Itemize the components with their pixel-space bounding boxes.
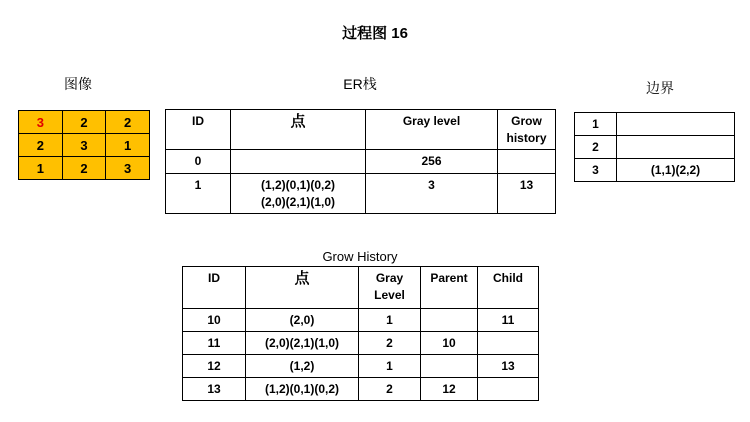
er-cell-gray: 3 (366, 174, 498, 214)
gh-cell-id: 13 (183, 378, 246, 401)
grow-history-table (182, 266, 539, 401)
image-grid (18, 110, 150, 180)
er-points-line: (1,2)(0,1)(0,2) (260, 178, 336, 192)
gh-cell-parent: 12 (421, 378, 478, 401)
er-header-points: 点 (231, 110, 366, 150)
boundary-value (617, 113, 735, 136)
gh-cell-gray: 1 (359, 309, 421, 332)
gh-header-id: ID (183, 267, 246, 309)
gh-cell-id: 11 (183, 332, 246, 355)
grow-history-caption: Grow History (322, 249, 398, 264)
gh-cell-gray: 1 (359, 355, 421, 378)
page-title: 过程图 16 (342, 25, 408, 42)
boundary-id: 1 (575, 113, 617, 136)
gh-cell-parent (421, 309, 478, 332)
gh-cell-points: (2,0)(2,1)(1,0) (246, 332, 359, 355)
er-cell-history (498, 150, 556, 174)
gh-header-points: 点 (246, 267, 359, 309)
gh-cell-points: (1,2) (246, 355, 359, 378)
gh-cell-id: 10 (183, 309, 246, 332)
image-cell: 1 (19, 157, 63, 180)
gh-cell-child: 13 (478, 355, 539, 378)
gh-cell-child: 11 (478, 309, 539, 332)
image-cell: 2 (19, 134, 63, 157)
er-header-history: Grow history (498, 110, 556, 150)
image-cell: 2 (62, 157, 106, 180)
gh-header-parent: Parent (421, 267, 478, 309)
gh-cell-gray: 2 (359, 332, 421, 355)
image-cell: 3 (106, 157, 150, 180)
gh-cell-child (478, 378, 539, 401)
er-header-gray: Gray level (366, 110, 498, 150)
boundary-value: (1,1)(2,2) (617, 159, 735, 182)
image-cell: 2 (106, 111, 150, 134)
er-points-line: (2,0)(2,1)(1,0) (260, 195, 336, 209)
gh-cell-parent: 10 (421, 332, 478, 355)
gh-cell-parent (421, 355, 478, 378)
boundary-table (574, 112, 735, 182)
er-cell-id: 0 (166, 150, 231, 174)
gh-cell-child (478, 332, 539, 355)
er-cell-history: 13 (498, 174, 556, 214)
image-cell: 2 (62, 111, 106, 134)
image-caption: 图像 (64, 76, 92, 92)
gh-cell-points: (2,0) (246, 309, 359, 332)
er-stack-caption: ER栈 (343, 76, 377, 92)
er-header-id: ID (166, 110, 231, 150)
image-cell: 3 (19, 111, 63, 134)
gh-header-gray: Gray Level (359, 267, 421, 309)
er-stack-table (165, 109, 556, 214)
er-cell-gray: 256 (366, 150, 498, 174)
gh-header-child: Child (478, 267, 539, 309)
er-cell-points (231, 150, 366, 174)
er-cell-id: 1 (166, 174, 231, 214)
er-cell-points (231, 174, 366, 214)
image-cell: 1 (106, 134, 150, 157)
boundary-id: 2 (575, 136, 617, 159)
image-cell: 3 (62, 134, 106, 157)
boundary-value (617, 136, 735, 159)
gh-cell-id: 12 (183, 355, 246, 378)
gh-cell-gray: 2 (359, 378, 421, 401)
gh-cell-points: (1,2)(0,1)(0,2) (246, 378, 359, 401)
boundary-id: 3 (575, 159, 617, 182)
boundary-caption: 边界 (646, 80, 674, 96)
